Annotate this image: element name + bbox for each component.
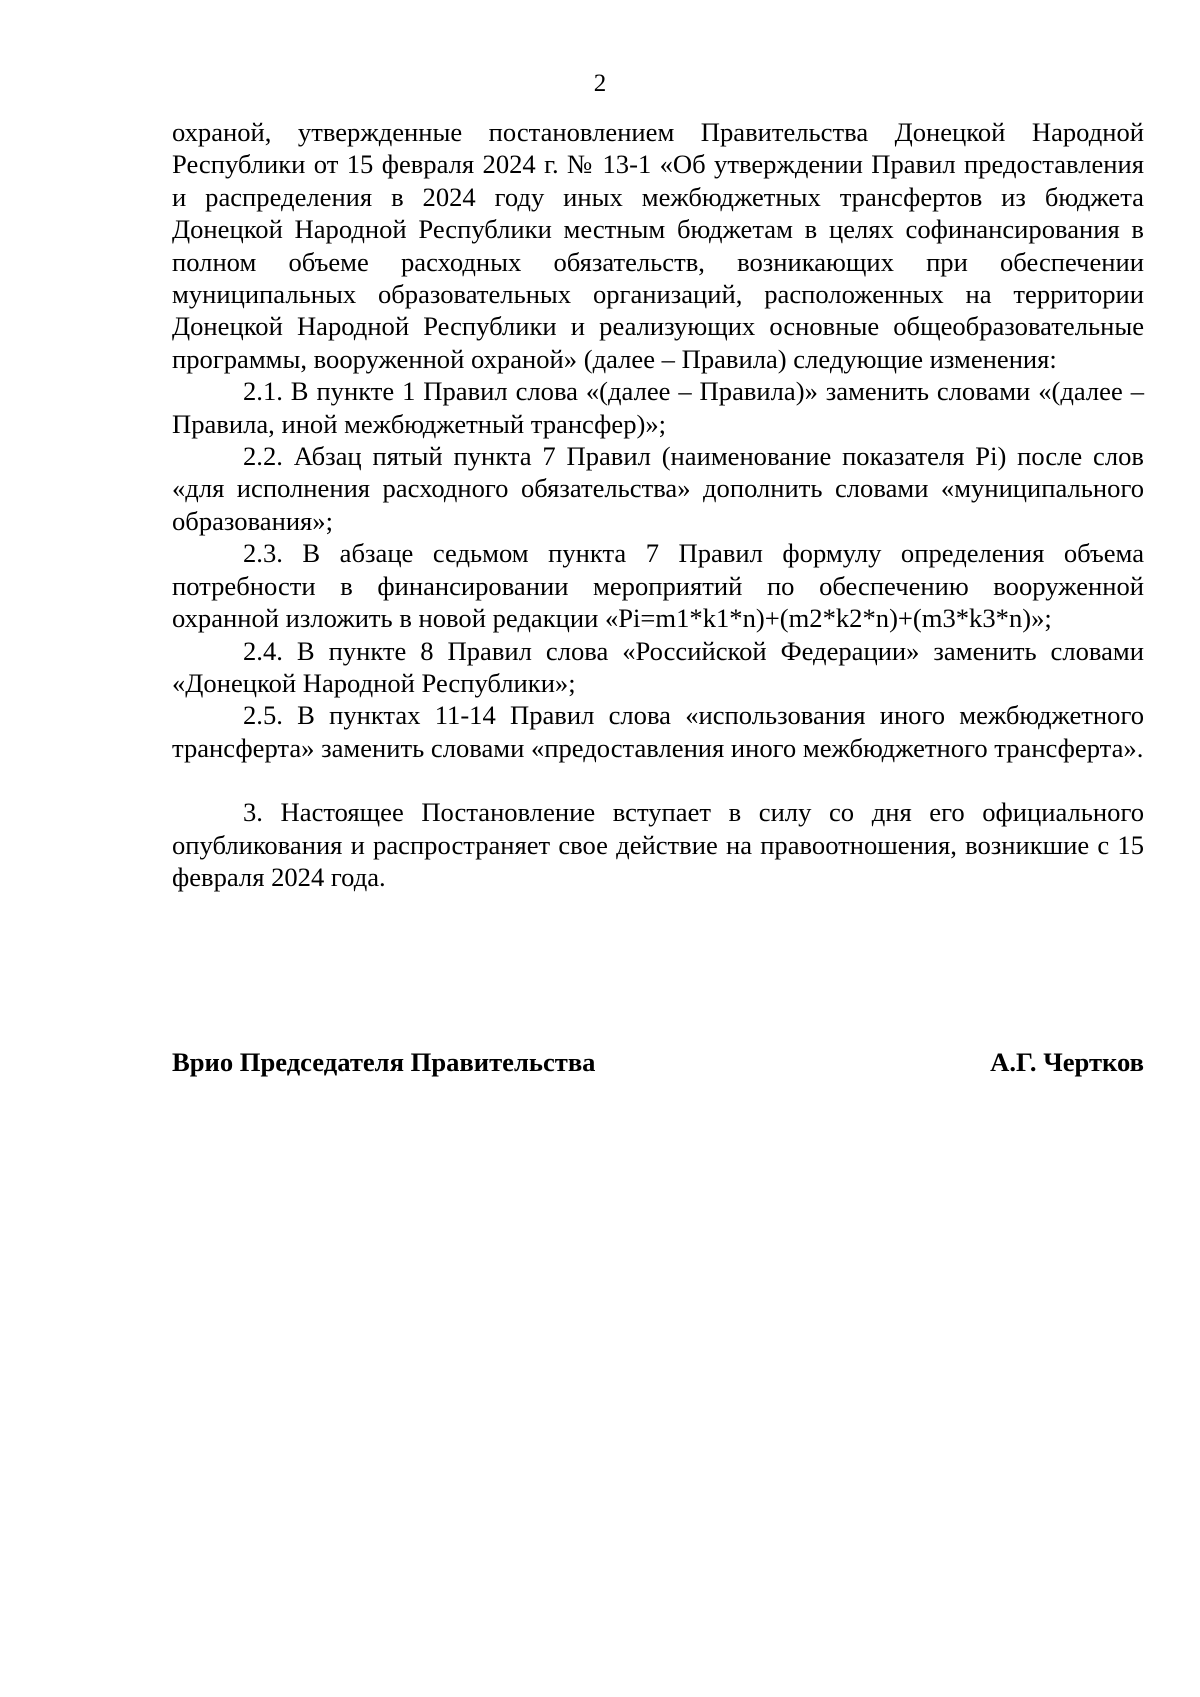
page-number: 2 bbox=[593, 70, 607, 97]
paragraph-2-5: 2.5. В пунктах 11-14 Правил слова «использования иного межбюджетного трансферта» заменить словами «предоставления иного межбюджетного трансферта». bbox=[172, 700, 1144, 763]
paragraph-intro-continuation: охраной, утвержденные постановлением Правительства Донецкой Народной Республики от 15 февраля 2024 г. № 13-1 «Об утверждении Правил предоставления и распределения в 2024 году иных межбюджетных трансфертов из бюджета Донецкой Народной Республики местным бюджетам в целях софинансирования в полном объеме расходных обязательств, возникающих при обеспечении муниципальных образовательных организаций, расположенных на территории Донецкой Народной Республики и реализующих основные общеобразовательные программы, вооруженной охраной» (далее – Правила) следующие изменения: bbox=[172, 117, 1144, 374]
paragraph-2-3: 2.3. В абзаце седьмом пункта 7 Правил формулу определения объема потребности в финансировании мероприятий по обеспечению вооруженной охранной изложить в новой редакции «Pi=m1*k1*n)+(m2*k2*n)+(m3*k3*n)»; bbox=[172, 538, 1144, 634]
paragraph-3-effective-date: 3. Настоящее Постановление вступает в силу со дня его официального опубликования и распространяет свое действие на правоотношения, возникшие с 15 февраля 2024 года. bbox=[172, 797, 1144, 892]
paragraph-2-2: 2.2. Абзац пятый пункта 7 Правил (наименование показателя Pi) после слов «для исполнения расходного обязательства» дополнить словами «муниципального образования»; bbox=[172, 441, 1144, 536]
signatory-position: Врио Председателя Правительства bbox=[172, 1047, 596, 1077]
signature-block bbox=[172, 1046, 1144, 1078]
paragraph-2-4: 2.4. В пункте 8 Правил слова «Российской Федерации» заменить словами «Донецкой Народной Республики»; bbox=[172, 635, 1144, 698]
document-body bbox=[172, 116, 1144, 893]
signatory-name: А.Г. Чертков bbox=[990, 1047, 1144, 1077]
paragraph-2-1: 2.1. В пункте 1 Правил слова «(далее – Правила)» заменить словами «(далее – Правила, иной межбюджетный трансфер)»; bbox=[172, 376, 1144, 439]
